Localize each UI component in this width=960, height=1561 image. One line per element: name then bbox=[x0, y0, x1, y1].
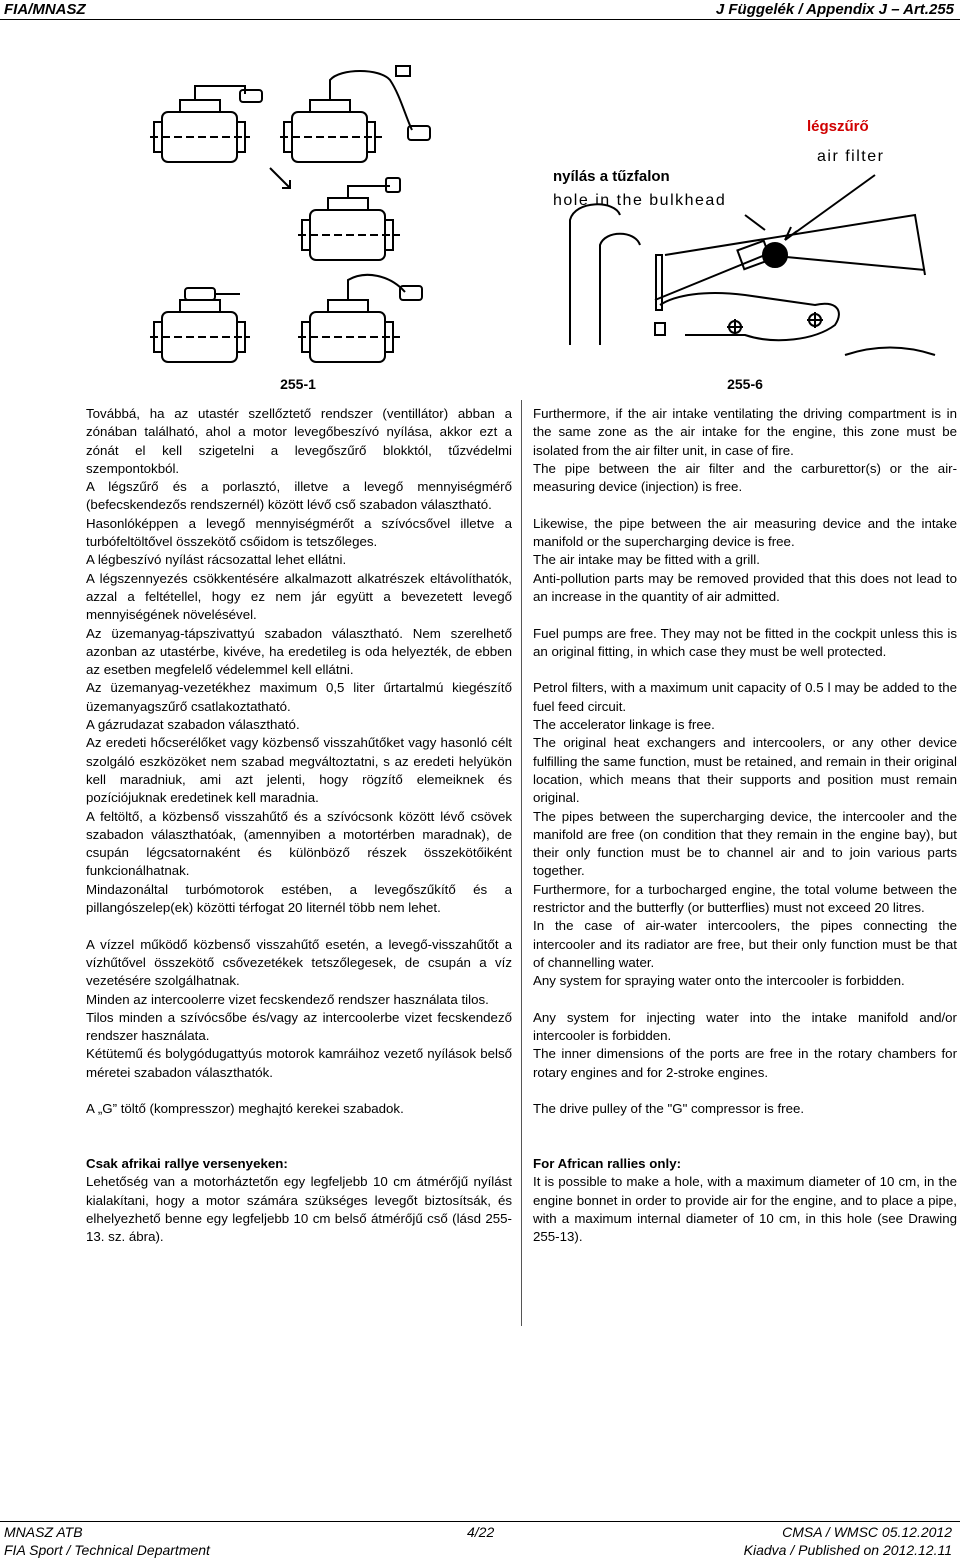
figure-255-6 bbox=[545, 105, 955, 363]
hu-paragraph-7: Az üzemanyag-vezetékhez maximum 0,5 liter űrtartalmú kiegészítő üzemanyagszűrő csatlakoztatható. bbox=[86, 680, 512, 714]
en-paragraph-9: The original heat exchangers and intercoolers, or any other device fulfilling the same function, must be retained, and remain in their original location, which means that their supports and position must remain original. bbox=[533, 735, 957, 806]
en-africa-text: It is possible to make a hole, with a maximum diameter of 10 cm, in the engine bonnet in order to provide air for the engine, and to place a pipe, with a maximum internal diameter of 10 cm, in this hole (see Drawing 255-13). bbox=[533, 1174, 957, 1245]
carburettor-unit-3 bbox=[298, 178, 400, 260]
hu-paragraph-11: Mindazonáltal turbómotorok estében, a levegőszűkítő és a pillangószelep(ek) közötti térfogat 20 liternél több nem lehet. bbox=[86, 881, 512, 916]
hu-paragraph-14: Tilos minden a szívócsőbe és/vagy az intercoolerbe vizet fecskendező rendszer használata. bbox=[86, 1009, 512, 1044]
label-air-filter-en: air filter bbox=[817, 148, 885, 165]
en-paragraph-7: Petrol filters, with a maximum unit capacity of 0.5 l may be added to the fuel feed circuit. bbox=[533, 680, 957, 714]
label-air-filter-hu: légszűrő bbox=[807, 118, 869, 135]
hu-paragraph-8: A gázrudazat szabadon választható. bbox=[86, 717, 300, 733]
en-paragraph-16: The drive pulley of the "G" compressor is free. bbox=[533, 1101, 805, 1117]
arrow-air-filter bbox=[785, 175, 875, 240]
footer-right-2: Kiadva / Published on 2012.12.11 bbox=[743, 1542, 952, 1558]
header-left: FIA/MNASZ bbox=[4, 1, 86, 18]
en-paragraph-2: The pipe between the air filter and the carburettor(s) or the air-measuring device (injection) is free. bbox=[533, 460, 957, 495]
hu-paragraph-5: A légszennyezés csökkentésére alkalmazott alkatrészek eltávolíthatók, azzal a feltétellel, hogy ez nem jár együtt a bevezetett levegő mennyiségének növelésével. bbox=[86, 570, 512, 623]
en-paragraph-10: The pipes between the supercharging device, the intercooler and the manifold are free (on condition that they remain in the engine bay), but their only function must be to channel air and to join various parts together. bbox=[533, 808, 957, 879]
footer-left-1: MNASZ ATB bbox=[4, 1524, 83, 1540]
en-paragraph-14: Any system for injecting water into the intake manifold and/or intercooler is forbidden. bbox=[533, 1009, 957, 1044]
carburettor-unit-1 bbox=[150, 86, 262, 162]
column-hungarian bbox=[86, 405, 512, 1247]
label-bulkhead-en: hole in the bulkhead bbox=[553, 192, 727, 209]
en-africa-title: For African rallies only: bbox=[533, 1156, 682, 1172]
hu-paragraph-15: Kétütemű és bolygódugattyús motorok kamráihoz vezető nyílások belső méretei szabadon választhatók. bbox=[86, 1046, 512, 1080]
hu-paragraph-1: Továbbá, ha az utastér szellőztető rendszer (ventillátor) abban a zónában található, ahol a motor levegőbeszívó nyílása, akkor ezt a zónát el kell szigetelni a levegőszűrő blokktól, tűzvédelmi szempontokból. bbox=[86, 406, 512, 476]
hu-paragraph-10: A feltöltő, a közbenső visszahűtő és a szívócsonk között lévő csövek szabadon választhatóak, (amennyiben a motortérben maradnak), de csupán légcsatornaként és különböző részek összekötőiként funkcionálhatnak. bbox=[86, 808, 512, 879]
hu-paragraph-12: A vízzel működő közbenső visszahűtő esetén, a levegő-visszahűtőt a vízhűtővel összekötő csővezetékek tetszőlegesek, de csupán a víz vezetésére szolgálhatnak. bbox=[86, 936, 512, 989]
header-rule bbox=[0, 19, 960, 20]
page-header bbox=[0, 0, 960, 22]
en-paragraph-5: Anti-pollution parts may be removed provided that this does not lead to an increase in the quantity of air admitted. bbox=[533, 570, 957, 604]
page-number: 4/22 bbox=[467, 1524, 495, 1540]
figure-caption-right: 255-6 bbox=[727, 376, 763, 392]
label-bulkhead-hu: nyílás a tűzfalon bbox=[553, 168, 670, 185]
en-paragraph-13: Any system for spraying water onto the intercooler is forbidden. bbox=[533, 973, 905, 989]
en-paragraph-11: Furthermore, for a turbocharged engine, the total volume between the restrictor and the butterfly (or butterflies) must not exceed 20 litres. bbox=[533, 881, 957, 916]
en-paragraph-3: Likewise, the pipe between the air measuring device and the intake manifold or the supercharging device is free. bbox=[533, 515, 957, 550]
hu-africa-title: Csak afrikai rallye versenyeken: bbox=[86, 1156, 288, 1172]
header-right: J Függelék / Appendix J – Art.255 bbox=[715, 1, 954, 18]
footer-right-1: CMSA / WMSC 05.12.2012 bbox=[782, 1524, 952, 1540]
en-paragraph-4: The air intake may be fitted with a grill. bbox=[533, 552, 760, 568]
en-paragraph-8: The accelerator linkage is free. bbox=[533, 717, 715, 733]
hu-paragraph-13: Minden az intercoolerre vizet fecskendező rendszer használata tilos. bbox=[86, 991, 489, 1007]
en-paragraph-12: In the case of air-water intercoolers, the pipes connecting the intercooler and its radiator are free, but their only function must be that of channelling water. bbox=[533, 918, 957, 970]
hu-paragraph-16: A „G” töltő (kompresszor) meghajtó kerekei szabadok. bbox=[86, 1101, 404, 1117]
hu-paragraph-9: Az eredeti hőcserélőket vagy közbenső visszahűtőket vagy hasonló célt szolgáló eszközöket nem szabad megváltoztatni, s az eredeti helyükön kell maradniuk, ami azt jelenti, hogy rögzítő elemeiknek és pozíciójuknak eredetinek kell maradnia. bbox=[86, 735, 512, 806]
carburettor-unit-5 bbox=[298, 275, 422, 362]
arrow-bulkhead bbox=[745, 215, 765, 230]
en-paragraph-15: The inner dimensions of the ports are free in the rotary chambers for rotary engines and for 2-stroke engines. bbox=[533, 1046, 957, 1080]
hu-paragraph-2: A légszűrő és a porlasztó, illetve a levegő mennyiségmérő (befecskendezős rendszernél) között lévő cső szabadon választható. bbox=[86, 479, 512, 513]
column-english bbox=[533, 405, 957, 1247]
hu-paragraph-4: A légbeszívó nyílást rácsozattal lehet ellátni. bbox=[86, 552, 347, 568]
page-footer bbox=[0, 1520, 960, 1561]
hu-paragraph-3: Hasonlóképpen a levegő mennyiségmérőt a szívócsővel illetve a turbófeltöltővel összekötő csőidom is tetszőleges. bbox=[86, 515, 512, 550]
footer-left-2: FIA Sport / Technical Department bbox=[4, 1542, 210, 1558]
footer-rule bbox=[0, 1521, 960, 1522]
figure-caption-left: 255-1 bbox=[280, 376, 316, 392]
carburettor-unit-2 bbox=[280, 66, 430, 162]
hu-africa-text: Lehetőség van a motorháztetőn egy legfeljebb 10 cm átmérőjű nyílást kialakítani, hogy a motor számára szükséges levegőt biztosítsák, és elhelyezhető benne egy legfeljebb 10 cm belső átmérőjű cső (lásd 255-13. sz. ábra). bbox=[86, 1174, 512, 1245]
column-divider bbox=[521, 400, 522, 1326]
figure-255-1 bbox=[150, 60, 460, 372]
hu-paragraph-6: Az üzemanyag-tápszivattyú szabadon választható. Nem szerelhető azonban az utastérbe, kivéve, ha eredetileg is oda helyezték, de ebben az esetben megfelelő védelemmel kell ellátni. bbox=[86, 625, 512, 678]
carburettor-unit-4 bbox=[150, 288, 250, 362]
en-paragraph-1: Furthermore, if the air intake ventilating the driving compartment is in the same zone as the air intake for the engine, this zone must be isolated from the air filter unit, in case of fire. bbox=[533, 406, 957, 458]
en-paragraph-6: Fuel pumps are free. They may not be fitted in the cockpit unless this is an original fitting, in which case they must be well protected. bbox=[533, 625, 957, 659]
